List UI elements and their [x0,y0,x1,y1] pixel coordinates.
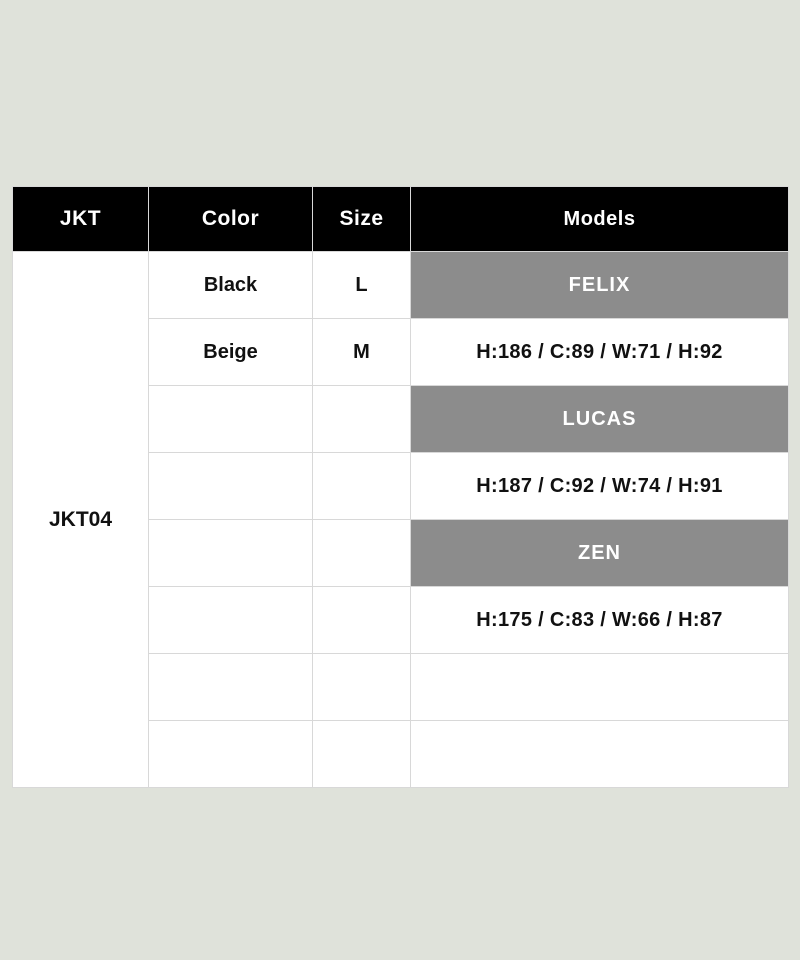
model-empty-cell [411,721,789,788]
table-row [13,252,789,319]
column-header-jkt: JKT [13,187,149,252]
table-header [13,187,789,252]
size-cell: M [313,319,411,386]
model-measurements-cell: H:175 / C:83 / W:66 / H:87 [411,587,789,654]
size-cell [313,453,411,520]
size-cell [313,386,411,453]
color-cell [149,654,313,721]
color-cell: Beige [149,319,313,386]
table-header-row [13,187,789,252]
size-cell [313,721,411,788]
size-cell [313,654,411,721]
color-cell [149,386,313,453]
size-cell: L [313,252,411,319]
color-cell [149,520,313,587]
size-cell [313,520,411,587]
color-cell: Black [149,252,313,319]
size-chart-table [12,186,789,788]
jkt-code-cell: JKT04 [13,252,149,788]
color-cell [149,587,313,654]
model-measurements-cell: H:186 / C:89 / W:71 / H:92 [411,319,789,386]
table-body [13,252,789,788]
size-chart-container [12,186,788,788]
size-cell [313,587,411,654]
column-header-size: Size [313,187,411,252]
color-cell [149,453,313,520]
model-name-cell: LUCAS [411,386,789,453]
column-header-color: Color [149,187,313,252]
model-name-cell: FELIX [411,252,789,319]
color-cell [149,721,313,788]
model-name-cell: ZEN [411,520,789,587]
column-header-models: Models [411,187,789,252]
model-measurements-cell: H:187 / C:92 / W:74 / H:91 [411,453,789,520]
model-empty-cell [411,654,789,721]
